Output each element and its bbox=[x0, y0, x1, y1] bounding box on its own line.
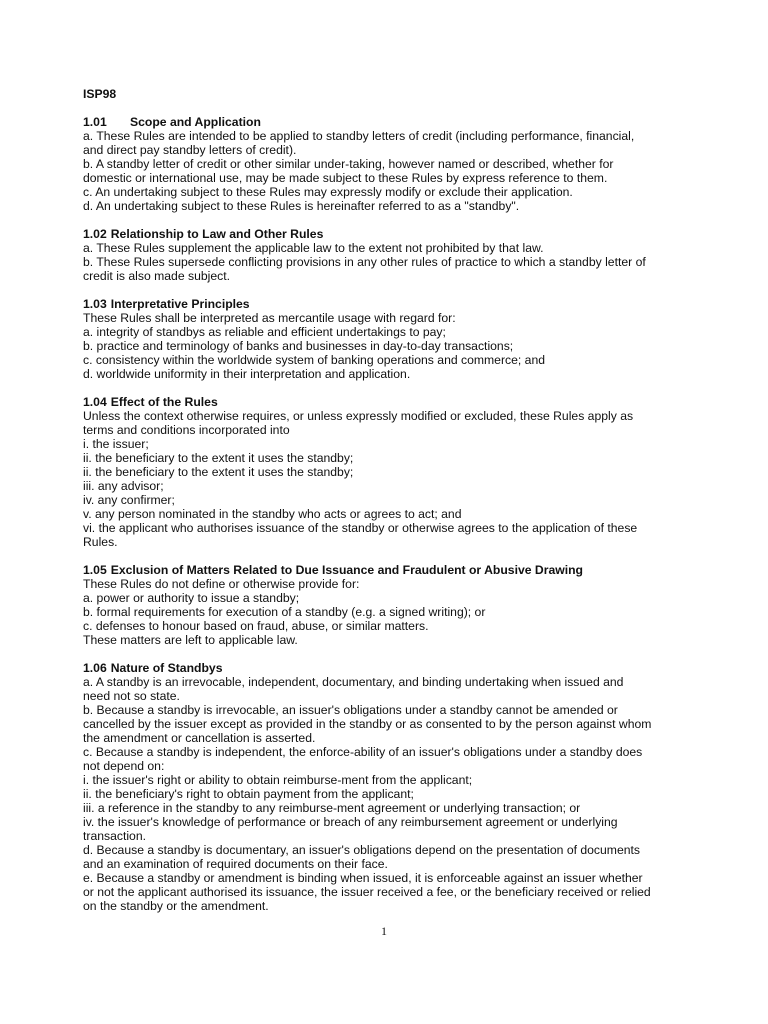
text-line: a. These Rules supplement the applicable law to the extent not prohibited by that law. bbox=[83, 241, 544, 255]
section-number: 1.02 bbox=[83, 227, 107, 241]
text-line: v. any person nominated in the standby who acts or agrees to act; and bbox=[83, 507, 462, 521]
text-line: vi. the applicant who authorises issuance of the standby or otherwise agrees to the application of these bbox=[83, 521, 638, 535]
section-title: Effect of the Rules bbox=[110, 395, 218, 409]
section-title: Nature of Standbys bbox=[110, 661, 223, 675]
section-heading bbox=[83, 395, 683, 409]
text-line: d. worldwide uniformity in their interpretation and application. bbox=[83, 367, 411, 381]
section-number: 1.03 bbox=[83, 297, 107, 311]
section-heading bbox=[83, 227, 683, 241]
text-line: need not so state. bbox=[83, 689, 180, 703]
section-1-05 bbox=[83, 563, 683, 647]
text-line: b. formal requirements for execution of a standby (e.g. a signed writing); or bbox=[83, 605, 486, 619]
text-line: iii. any advisor; bbox=[83, 479, 164, 493]
text-line: d. Because a standby is documentary, an issuer's obligations depend on the presentation of documents bbox=[83, 843, 640, 857]
section-heading bbox=[83, 563, 683, 577]
text-line: iv. the issuer's knowledge of performance or breach of any reimbursement agreement or underlying bbox=[83, 815, 618, 829]
text-line: Unless the context otherwise requires, or unless expressly modified or excluded, these Rules apply as bbox=[83, 409, 634, 423]
section-heading bbox=[83, 661, 683, 675]
section-number: 1.04 bbox=[83, 395, 107, 409]
text-line: e. Because a standby or amendment is binding when issued, it is enforceable against an issuer whether bbox=[83, 871, 643, 885]
text-line: on the standby or the amendment. bbox=[83, 899, 269, 913]
text-line: and direct pay standby letters of credit). bbox=[83, 143, 297, 157]
section-title: Relationship to Law and Other Rules bbox=[110, 227, 324, 241]
text-line: ii. the beneficiary to the extent it uses the standby; bbox=[83, 451, 354, 465]
section-number: 1.06 bbox=[83, 661, 107, 675]
text-line: cancelled by the issuer except as provided in the standby or as consented to by the person against whom bbox=[83, 717, 652, 731]
section-heading bbox=[83, 115, 683, 129]
text-line: a. power or authority to issue a standby; bbox=[83, 591, 300, 605]
text-line: or not the applicant authorised its issuance, the issuer received a fee, or the beneficiary received or relied bbox=[83, 885, 651, 899]
section-heading bbox=[83, 297, 683, 311]
section-title: Scope and Application bbox=[130, 115, 261, 129]
text-line: b. practice and terminology of banks and businesses in day-to-day transactions; bbox=[83, 339, 514, 353]
section-1-03 bbox=[83, 297, 683, 381]
text-line: credit is also made subject. bbox=[83, 269, 230, 283]
text-line: and an examination of required documents on their face. bbox=[83, 857, 388, 871]
text-line: These matters are left to applicable law. bbox=[83, 633, 298, 647]
text-line: c. defenses to honour based on fraud, abuse, or similar matters. bbox=[83, 619, 429, 633]
section-1-04 bbox=[83, 395, 683, 549]
text-line: Rules. bbox=[83, 535, 118, 549]
text-line: not depend on: bbox=[83, 759, 165, 773]
text-line: c. An undertaking subject to these Rules may expressly modify or exclude their application. bbox=[83, 185, 573, 199]
page-number: 1 bbox=[381, 924, 387, 938]
document-title: ISP98 bbox=[83, 87, 117, 101]
text-line: a. integrity of standbys as reliable and efficient undertakings to pay; bbox=[83, 325, 446, 339]
section-title: Exclusion of Matters Related to Due Issuance and Fraudulent or Abusive Drawing bbox=[110, 563, 583, 577]
text-line: a. A standby is an irrevocable, independent, documentary, and binding undertaking when issued and bbox=[83, 675, 624, 689]
text-line: iv. any confirmer; bbox=[83, 493, 175, 507]
section-1-01 bbox=[83, 115, 683, 213]
text-line: c. consistency within the worldwide system of banking operations and commerce; and bbox=[83, 353, 546, 367]
section-1-02 bbox=[83, 227, 683, 283]
text-line: the amendment or cancellation is asserted. bbox=[83, 731, 316, 745]
text-line: These Rules shall be interpreted as mercantile usage with regard for: bbox=[83, 311, 456, 325]
text-line: ii. the beneficiary to the extent it uses the standby; bbox=[83, 465, 354, 479]
text-line: c. Because a standby is independent, the enforce-ability of an issuer's obligations under a standby does bbox=[83, 745, 643, 759]
section-1-06 bbox=[83, 661, 683, 913]
section-number: 1.05 bbox=[83, 563, 107, 577]
text-line: b. A standby letter of credit or other similar under-taking, however named or described, whether for bbox=[83, 157, 614, 171]
text-line: b. These Rules supersede conflicting provisions in any other rules of practice to which a standby letter of bbox=[83, 255, 646, 269]
text-line: d. An undertaking subject to these Rules is hereinafter referred to as a "standby". bbox=[83, 199, 520, 213]
text-line: a. These Rules are intended to be applied to standby letters of credit (including performance, financial, bbox=[83, 129, 635, 143]
section-title: Interpretative Principles bbox=[110, 297, 250, 311]
section-number: 1.01 bbox=[83, 115, 107, 129]
text-line: b. Because a standby is irrevocable, an issuer's obligations under a standby cannot be amended or bbox=[83, 703, 618, 717]
text-line: domestic or international use, may be made subject to these Rules by express reference to them. bbox=[83, 171, 608, 185]
text-line: transaction. bbox=[83, 829, 147, 843]
document-page bbox=[83, 87, 683, 927]
text-line: i. the issuer's right or ability to obtain reimburse-ment from the applicant; bbox=[83, 773, 473, 787]
text-line: ii. the beneficiary's right to obtain payment from the applicant; bbox=[83, 787, 414, 801]
text-line: terms and conditions incorporated into bbox=[83, 423, 290, 437]
text-line: iii. a reference in the standby to any reimburse-ment agreement or underlying transaction; or bbox=[83, 801, 581, 815]
sections-container bbox=[83, 115, 683, 913]
text-line: These Rules do not define or otherwise provide for: bbox=[83, 577, 360, 591]
text-line: i. the issuer; bbox=[83, 437, 149, 451]
